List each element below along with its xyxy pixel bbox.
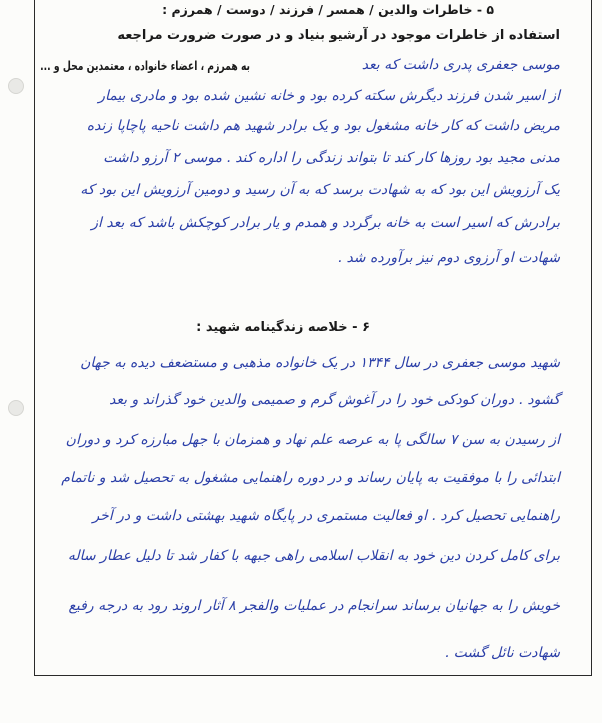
memory-line: برادرش که اسیر است به خانه برگردد و همدم و یار برادر کوچکش باشد که بعد از [91, 215, 560, 231]
memory-line: از اسیر شدن فرزند دیگرش سکته کرده بود و خانه نشین شده بود و مادری بیمار [98, 88, 560, 104]
section6-heading: ۶ - خلاصه زندگینامه شهید : [196, 320, 370, 335]
biography-line: گشود . دوران کودکی خود را در آغوش گرم و صمیمی والدین خود گذراند و بعد [109, 392, 560, 408]
memory-line: یک آرزویش این بود که به شهادت برسد که به آن رسید و دومین آرزویش این بود که [80, 182, 560, 198]
memory-line: موسی جعفری پدری داشت که بعد [361, 57, 560, 73]
section5-heading: ۵ - خاطرات والدین / همسر / فرزند / دوست / همرزم : [162, 2, 494, 17]
punch-hole [8, 400, 24, 416]
memory-line: مریض داشت که کار خانه مشغول بود و یک برادر شهید هم داشت ناحیه پاچاپا زنده [86, 118, 560, 134]
biography-line: از رسیدن به سن ۷ سالگی پا به عرصه علم نهاد و همزمان با جهل مبارزه کرد و دوران [65, 432, 560, 448]
biography-line: شهادت نائل گشت . [444, 645, 560, 661]
biography-line: شهید موسی جعفری در سال ۱۳۴۴ در یک خانواده مذهبی و مستضعف دیده به جهان [80, 355, 560, 371]
memory-line: شهادت او آرزوی دوم نیز برآورده شد . [337, 250, 560, 266]
biography-line: برای کامل کردن دین خود به انقلاب اسلامی راهی جبهه با کفار شد تا دلیل عطار ساله [67, 548, 560, 564]
section5-instruction-line2: به همرزم ، اعضاء خانواده ، معتمدین محل و ... [40, 58, 250, 73]
biography-line: ابتدائی را با موفقیت به پایان رساند و در دوره راهنمایی مشغول به تحصیل شد و ناتمام [61, 470, 560, 486]
biography-line: راهنمایی تحصیل کرد . او فعالیت مستمری در پایگاه شهید بهشتی داشت و در آخر [92, 508, 560, 524]
memory-line: مدنی مجید بود روزها کار کند تا بتواند زندگی را اداره کند . موسی ۲ آرزو داشت [103, 150, 560, 166]
punch-hole [8, 78, 24, 94]
section5-instruction-line1: استفاده از خاطرات موجود در آرشیو بنیاد و در صورت ضرورت مراجعه [117, 28, 560, 43]
biography-line: خویش را به جهانیان برساند سرانجام در عملیات والفجر ۸ آثار اروند رود به درجه رفیع [68, 598, 560, 614]
